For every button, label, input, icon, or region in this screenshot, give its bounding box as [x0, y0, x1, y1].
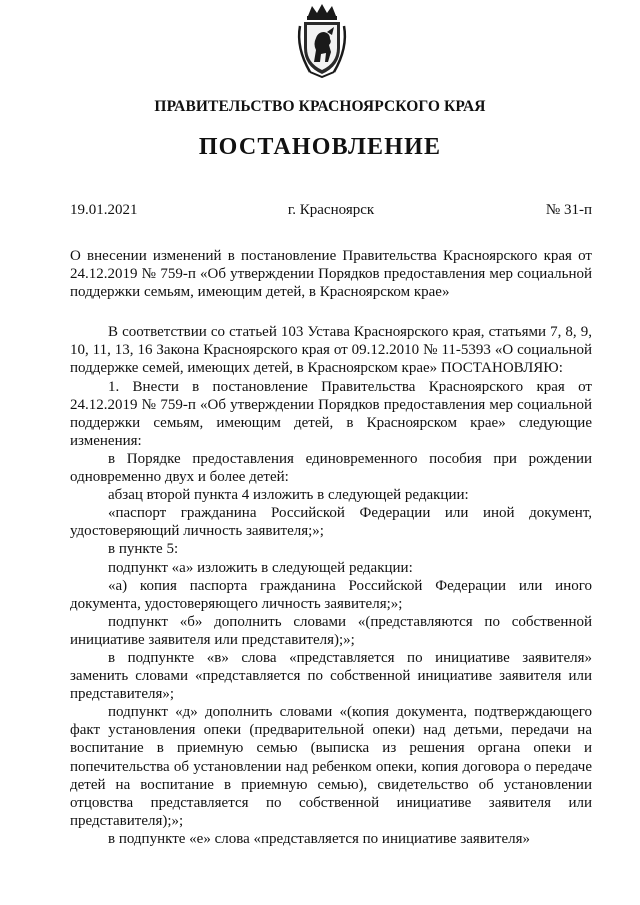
body-paragraph: в пункте 5: — [108, 541, 179, 558]
body-paragraph: в подпункте «е» слова «представляется по инициативе заявителя» — [108, 830, 531, 847]
body-paragraph: подпункт «д» дополнить словами «(копия документа, подтверждающего факт установления опеки (предварительной опеки) над детьми, передачи на воспитание в приемную семью (выписка из решения органа опеки и попечительства об установлении над ребенком опеки, копия договора о передаче детей на воспитание в приемную семью), свидетельство об установлении отцовства представляется по собственной инициативе заявителя или представителя);»; — [70, 704, 592, 829]
document-meta — [70, 202, 592, 222]
document-city: г. Красноярск — [287, 202, 375, 218]
organization-name: ПРАВИТЕЛЬСТВО КРАСНОЯРСКОГО КРАЯ — [154, 98, 486, 115]
document-subject: О внесении изменений в постановление Правительства Красноярского края от 24.12.2019 № 759-п «Об утверждении Порядков предоставления мер социальной поддержки семьям, имеющим детей, в Красноярском крае» — [70, 248, 592, 301]
body-paragraph: в подпункте «в» слова «представляется по инициативе заявителя» заменить словами «представляется по собственной инициативе заявителя или представителя»; — [70, 649, 592, 703]
document-body — [70, 247, 592, 848]
body-paragraph: в Порядке предоставления единовременного пособия при рождении одновременно двух и более детей: — [70, 450, 592, 486]
document-number: № 31-п — [545, 202, 592, 218]
document-date: 19.01.2021 — [70, 202, 138, 218]
body-paragraph: подпункт «б» дополнить словами «(представляются по собственной инициативе заявителя или представителя);»; — [70, 613, 592, 648]
body-paragraph: В соответствии со статьей 103 Устава Красноярского края, статьями 7, 8, 9, 10, 11, 13, 16 Закона Красноярского края от 09.12.2010 № 11-5393 «О социальной поддержке семей, имеющих детей, в Красноярском крае» ПОСТАНОВЛЯЮ: — [70, 324, 592, 377]
body-paragraph: «а) копия паспорта гражданина Российской Федерации или иного документа, удостоверяющего личность заявителя;»; — [70, 577, 592, 612]
body-paragraph: 1. Внести в постановление Правительства Красноярского края от 24.12.2019 № 759-п «Об утверждении Порядков предоставления мер социальной поддержки семьям, имеющим детей, в Красноярском крае» следующие изменения: — [70, 378, 592, 449]
krasnoyarsk-coat-of-arms-icon — [294, 2, 350, 78]
body-paragraph: абзац второй пункта 4 изложить в следующей редакции: — [108, 487, 469, 504]
document-type-title: ПОСТАНОВЛЕНИЕ — [198, 134, 442, 160]
body-paragraph: подпункт «а» изложить в следующей редакции: — [108, 559, 413, 576]
body-paragraph: «паспорт гражданина Российской Федерации или иной документ, удостоверяющий личность заявителя;»; — [70, 505, 592, 540]
